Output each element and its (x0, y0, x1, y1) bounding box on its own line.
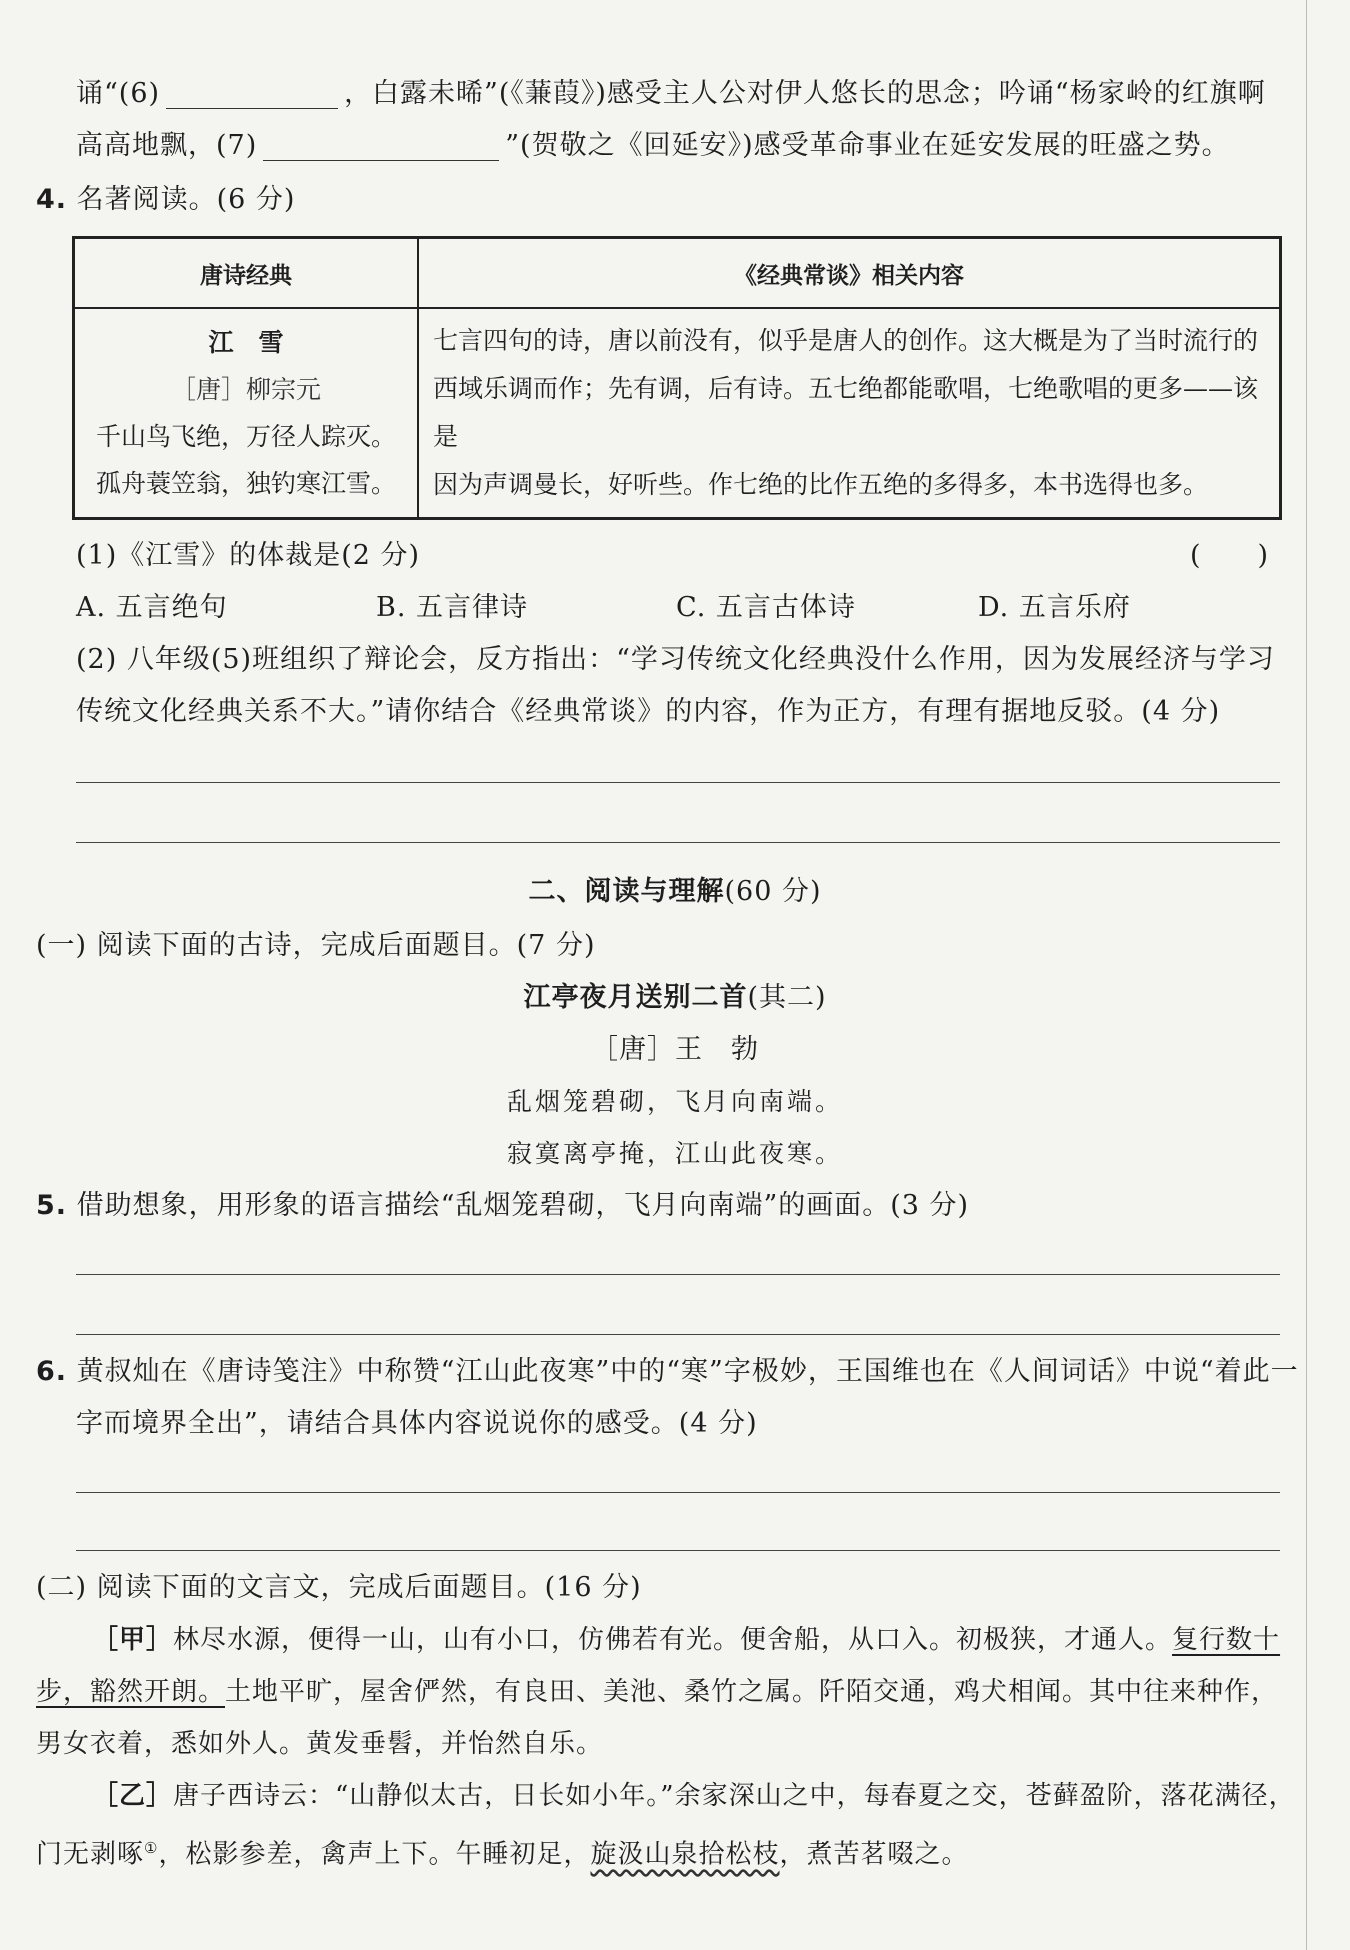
option-c[interactable]: C. 五言古体诗 (676, 592, 856, 623)
poem-line: 孤舟蓑笠翁，独钓寒江雪。 (95, 469, 396, 498)
table-header-poem: 唐诗经典 (74, 238, 419, 309)
q4-sub2-line1: (2) 八年级(5)班组织了辩论会，反方指出：“学习传统文化经典没什么作用，因为发展经济与学习 (76, 644, 1275, 675)
option-d[interactable]: D. 五言乐府 (978, 592, 1131, 623)
passage-jia-line3: 男女衣着，悉如外人。黄发垂髫，并怡然自乐。 (36, 1729, 604, 1759)
answer-line[interactable] (76, 782, 1280, 783)
poem-line: 千山鸟飞绝，万径人踪灭。 (95, 422, 396, 451)
answer-blank-7[interactable] (263, 132, 499, 161)
section-score: (60 分) (724, 876, 822, 907)
passage-yi-line1 (92, 1776, 1296, 1816)
q4-heading (36, 180, 295, 220)
answer-blank-6[interactable] (166, 80, 338, 109)
passage-text: 林尽水源，便得一山，山有小口，仿佛若有光。便舍船，从口入。初极狭，才通人。 (173, 1625, 1173, 1655)
answer-paren[interactable]: ( ) (1190, 540, 1270, 571)
q4-sub2-line2: 传统文化经典关系不大。”请你结合《经典常谈》的内容，作为正方，有理有据地反驳。(4 分) (76, 696, 1221, 727)
passage-text: 唐子西诗云：“山静似太古，日长如小年。”余家深山之中，每春夏之交，苍藓盈阶，落花满径， (173, 1781, 1296, 1811)
passage-label: ［乙］ (92, 1781, 174, 1811)
part2-intro: (二) 阅读下面的文言文，完成后面题目。(16 分) (36, 1572, 642, 1603)
option-a[interactable]: A. 五言绝句 (76, 592, 228, 623)
q6-line1 (36, 1352, 1299, 1392)
poem-line: 寂寞离亭掩，江山此夜寒。 (506, 1139, 843, 1168)
q3-line1 (76, 74, 1266, 114)
poem-title: 江亭夜月送别二首 (523, 982, 748, 1013)
option-b[interactable]: B. 五言律诗 (376, 592, 529, 623)
answer-line[interactable] (76, 1492, 1280, 1493)
poem-line: 乱烟笼碧砌，飞月向南端。 (506, 1087, 843, 1116)
underlined-sentence: 步，豁然开朗。 (36, 1677, 226, 1707)
wavy-underlined-phrase: 旋汲山泉拾松枝 (590, 1839, 780, 1870)
poem-heading (0, 978, 1350, 1018)
answer-line[interactable] (76, 1334, 1280, 1335)
answer-line[interactable] (76, 1550, 1280, 1551)
section-title: 二、阅读与理解 (528, 876, 725, 907)
related-line: 因为声调曼长，好听些。作七绝的比作五绝的多得多，本书选得也多。 (433, 470, 1209, 499)
table-header-related: 《经典常谈》相关内容 (418, 238, 1281, 309)
section-heading (0, 872, 1350, 912)
question-title: 名著阅读。(6 分) (76, 184, 296, 215)
related-line: 七言四句的诗，唐以前没有，似乎是唐人的创作。这大概是为了当时流行的 (433, 326, 1259, 355)
q3-line2-suffix: ”(贺敬之《回延安》)感受革命事业在延安发展的旺盛之势。 (505, 130, 1230, 161)
q3-line1-suffix: ，白露未晞”(《蒹葭》)感受主人公对伊人悠长的思念；吟诵“杨家岭的红旗啊 (344, 78, 1266, 109)
part1-intro: (一) 阅读下面的古诗，完成后面题目。(7 分) (36, 930, 596, 961)
underlined-sentence: 复行数十 (1172, 1625, 1281, 1655)
q3-line2 (76, 126, 1230, 166)
poem-cell (74, 308, 419, 519)
q5 (36, 1186, 969, 1226)
answer-line[interactable] (76, 1274, 1280, 1275)
question-number: 6. (36, 1356, 68, 1387)
poem-title: 江 雪 (208, 328, 284, 357)
passage-jia-line1 (92, 1620, 1280, 1660)
poem-subtitle: (其二) (747, 982, 827, 1013)
question-text: 黄叔灿在《唐诗笺注》中称赞“江山此夜寒”中的“寒”字极妙，王国维也在《人间词话》中说“着此一 (76, 1356, 1299, 1387)
question-number: 5. (36, 1190, 68, 1221)
page-edge-line (1306, 0, 1307, 1950)
passage-label: ［甲］ (92, 1625, 174, 1655)
q3-line1-prefix: 诵“(6) (76, 78, 161, 109)
passage-text: 土地平旷，屋舍俨然，有良田、美池、桑竹之属。阡陌交通，鸡犬相闻。其中往来种作， (225, 1677, 1279, 1707)
passage-text: 门无剥啄 (36, 1839, 145, 1870)
question-number: 4. (36, 184, 68, 215)
answer-line[interactable] (76, 842, 1280, 843)
question-text: 借助想象，用形象的语言描绘“乱烟笼碧砌，飞月向南端”的画面。(3 分) (76, 1190, 970, 1221)
poem-author: ［唐］王 勃 (591, 1034, 759, 1065)
passage-text: ，煮苦茗啜之。 (779, 1839, 969, 1870)
q6-line2: 字而境界全出”，请结合具体内容说说你的感受。(4 分) (76, 1408, 758, 1439)
passage-text: ，松影参差，禽声上下。午睡初足， (158, 1839, 591, 1870)
q3-line2-prefix: 高高地飘，(7) (76, 130, 258, 161)
poem-comparison-table (72, 236, 1282, 520)
passage-yi-line2 (36, 1828, 969, 1875)
q4-sub1: (1)《江雪》的体裁是(2 分) (76, 540, 421, 571)
poem-author: ［唐］柳宗元 (170, 375, 321, 404)
footnote-marker: ① (144, 1839, 159, 1857)
passage-jia-line2 (36, 1672, 1278, 1712)
related-line: 西域乐调而作；先有调，后有诗。五七绝都能歌唱，七绝歌唱的更多——该是 (433, 374, 1259, 451)
related-content-cell (418, 308, 1281, 519)
